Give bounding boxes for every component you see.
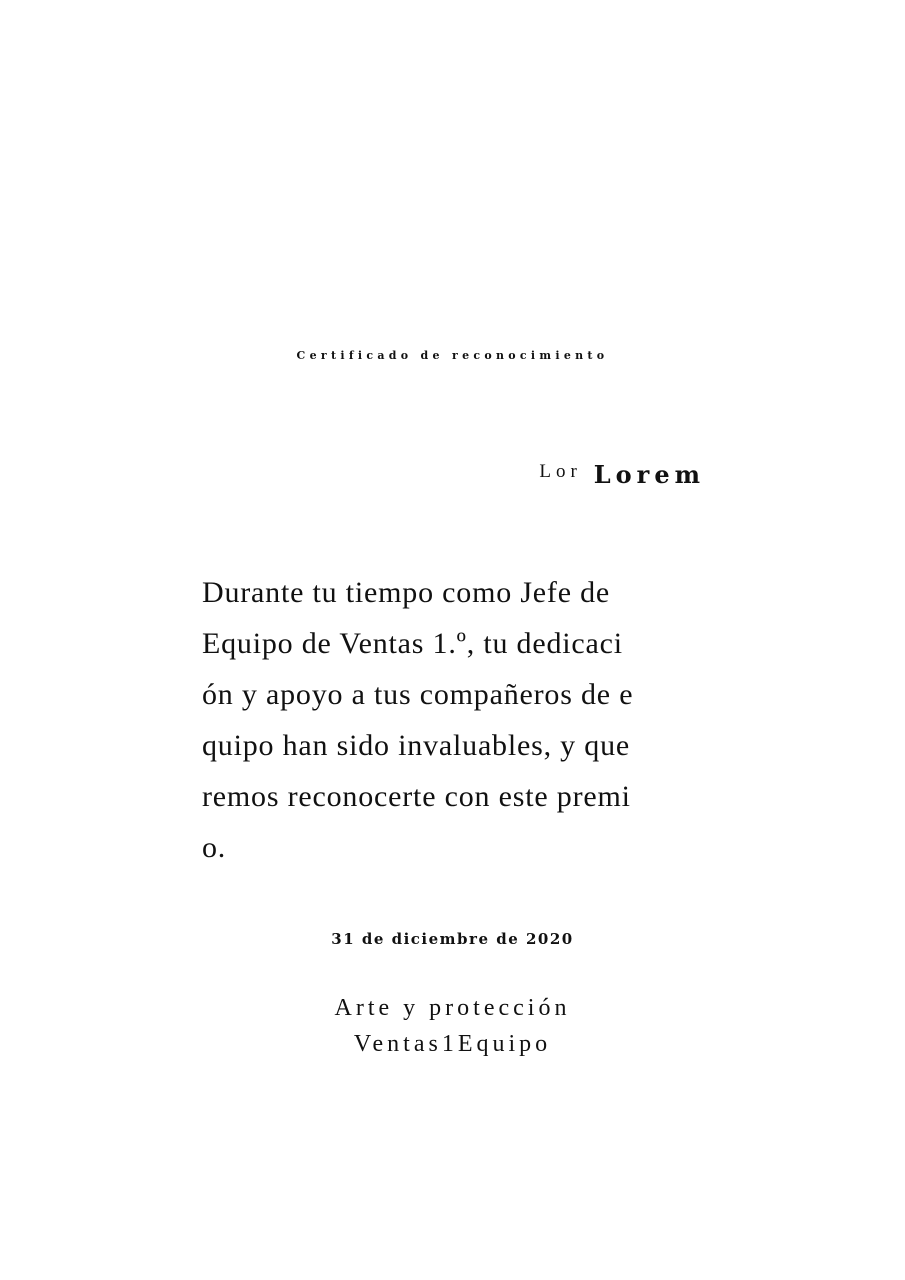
signature-block	[0, 990, 905, 1062]
signature-line-2: Ventas1Equipo	[353, 1031, 552, 1057]
recipient-prefix: Lor	[539, 461, 582, 482]
certificate-date: 31 de diciembre de 2020	[331, 930, 574, 948]
recipient	[539, 460, 705, 489]
certificate-body: Durante tu tiempo como Jefe de Equipo de Ventas 1.º, tu dedicaci ón y apoyo a tus compañeros de e quipo han sido invaluables, y que remos reconocerte con este premi o.	[202, 576, 634, 864]
certificate-title: Certificado de reconocimiento	[296, 349, 609, 362]
signature-line-1: Arte y protección	[334, 995, 571, 1021]
recipient-name: Lorem	[593, 460, 705, 489]
